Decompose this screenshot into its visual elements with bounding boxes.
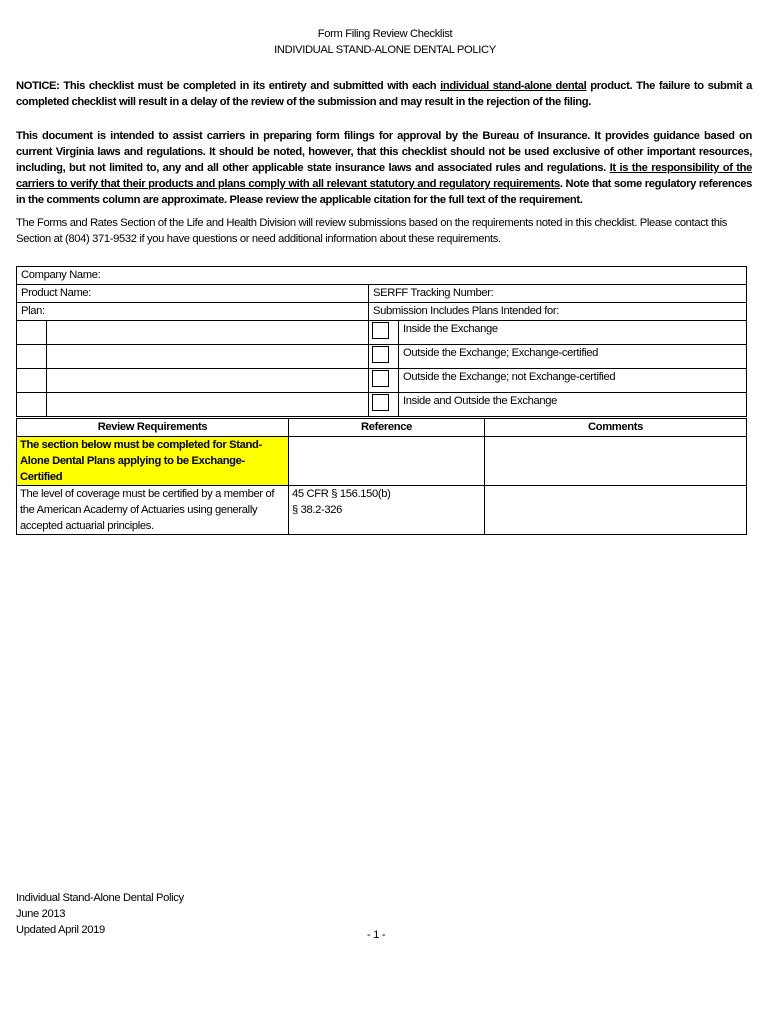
review-requirements-table xyxy=(16,418,747,535)
intro-underlined: It is the responsibility of the carriers to verify that their products and plans comply with all relevant statutory and regulatory requirements xyxy=(16,162,752,190)
intro-rest: . Note that some regulatory references in the comments column are approximate. Please review the applicable citation for the full text of the requirement. xyxy=(16,178,752,206)
contact-paragraph: The Forms and Rates Section of the Life and Health Division will review submissions based on the requirements noted in this checklist. Please contact this Section at (804) 371-9532 if you have questions or need additional information about these requirements. xyxy=(16,217,727,245)
intro-paragraph xyxy=(16,128,752,208)
reference-cfr: 45 CFR § 156.150(b) xyxy=(292,488,391,500)
plan-option-row xyxy=(17,321,747,345)
plan-label: Plan: xyxy=(21,305,45,317)
footer-date: June 2013 xyxy=(16,908,66,920)
section-note: The section below must be completed for Stand-Alone Dental Plans applying to be Exchange-Certified xyxy=(17,437,289,486)
product-name-label: Product Name: xyxy=(21,287,92,299)
form-title: Form Filing Review Checklist xyxy=(317,28,453,40)
plan-index-cell[interactable] xyxy=(17,321,47,345)
plan-option-row xyxy=(17,345,747,369)
footer-info xyxy=(16,890,184,938)
header-review-requirements: Review Requirements xyxy=(17,419,289,437)
comments-cell[interactable] xyxy=(485,486,747,535)
page-number: - 1 - xyxy=(367,929,386,941)
option-label-cell xyxy=(399,369,747,393)
submission-label: Submission Includes Plans Intended for: xyxy=(373,305,559,317)
notice-paragraph xyxy=(16,78,752,110)
checkbox[interactable] xyxy=(372,394,389,411)
option-inside-exchange: Inside the Exchange xyxy=(403,323,498,335)
option-checkbox-cell xyxy=(369,345,399,369)
intro-lead: This document is intended to assist carriers in preparing form filings for approval by the Bureau of Insurance. It provides guidance based on current Virginia laws and regulations. It should be noted, however, that this checklist should not be used exclusive of other important resources, including, but not limited to, any and all other applicable state insurance laws and associated rules and regulations. xyxy=(16,130,752,174)
header-comments: Comments xyxy=(485,419,747,437)
product-name-field[interactable] xyxy=(17,285,369,303)
submission-label-cell xyxy=(369,303,747,321)
option-outside-exchange-not-certified: Outside the Exchange; not Exchange-certified xyxy=(403,371,616,383)
plan-index-cell[interactable] xyxy=(17,369,47,393)
reference-cell xyxy=(289,486,485,535)
footer-updated: Updated April 2019 xyxy=(16,924,105,936)
plan-label-cell xyxy=(17,303,369,321)
product-name-row xyxy=(17,285,747,303)
reference-code: § 38.2-326 xyxy=(292,504,342,516)
form-subtitle: INDIVIDUAL STAND-ALONE DENTAL POLICY xyxy=(274,44,496,56)
option-label-cell xyxy=(399,345,747,369)
checkbox[interactable] xyxy=(372,346,389,363)
option-label-cell xyxy=(399,393,747,417)
company-info-table xyxy=(16,266,747,417)
footer-policy-name: Individual Stand-Alone Dental Policy xyxy=(16,892,184,904)
serff-tracking-field[interactable] xyxy=(369,285,747,303)
plan-option-row xyxy=(17,369,747,393)
option-checkbox-cell xyxy=(369,321,399,345)
option-inside-and-outside-exchange: Inside and Outside the Exchange xyxy=(403,395,557,407)
notice-lead: NOTICE: This checklist must be completed in its entirety and submitted with each xyxy=(16,80,441,92)
option-label-cell xyxy=(399,321,747,345)
table-row xyxy=(17,486,747,535)
option-checkbox-cell xyxy=(369,369,399,393)
plan-index-cell[interactable] xyxy=(17,393,47,417)
review-table-header xyxy=(17,419,747,437)
plan-name-cell[interactable] xyxy=(47,321,369,345)
company-name-row xyxy=(17,267,747,285)
checkbox[interactable] xyxy=(372,370,389,387)
serff-tracking-label: SERFF Tracking Number: xyxy=(373,287,494,299)
option-checkbox-cell xyxy=(369,393,399,417)
option-outside-exchange-certified: Outside the Exchange; Exchange-certified xyxy=(403,347,598,359)
plan-row xyxy=(17,303,747,321)
company-name-label: Company Name: xyxy=(21,269,101,281)
plan-name-cell[interactable] xyxy=(47,393,369,417)
plan-name-cell[interactable] xyxy=(47,369,369,393)
plan-option-row xyxy=(17,393,747,417)
section-note-row xyxy=(17,437,747,486)
requirement-text: The level of coverage must be certified by a member of the American Academy of Actuaries using generally accepted actuarial principles. xyxy=(17,486,289,535)
header-reference: Reference xyxy=(289,419,485,437)
plan-name-cell[interactable] xyxy=(47,345,369,369)
plan-index-cell[interactable] xyxy=(17,345,47,369)
section-note-reference xyxy=(289,437,485,486)
notice-underlined: individual stand-alone dental xyxy=(440,80,587,92)
checkbox[interactable] xyxy=(372,322,389,339)
notice-rest: product. The failure to submit a completed checklist will result in a delay of the review of the submission and may result in the rejection of the filing. xyxy=(16,80,753,108)
section-note-comments[interactable] xyxy=(485,437,747,486)
company-name-field[interactable] xyxy=(17,267,747,285)
